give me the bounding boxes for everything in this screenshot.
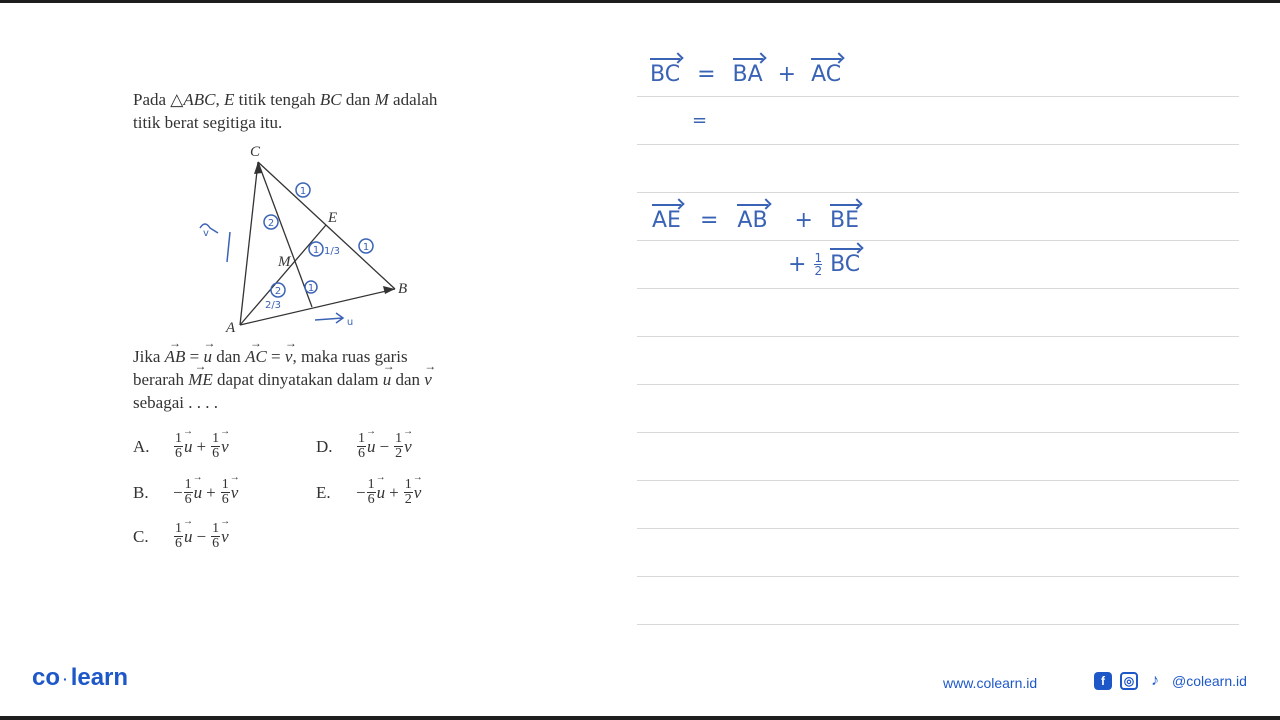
bottom-border bbox=[0, 716, 1280, 720]
handwriting-line-1: BC = BA + AC bbox=[650, 62, 842, 87]
website-link[interactable]: www.colearn.id bbox=[943, 675, 1038, 691]
svg-text:1: 1 bbox=[362, 242, 370, 253]
top-border bbox=[0, 0, 1280, 3]
facebook-icon[interactable]: f bbox=[1094, 672, 1112, 690]
question-body: Jika → AB = → u dan → AC = → v, maka ruas garis berarah → ME dapat dinyatakan dalam → u dan → v sebagai . . . . bbox=[133, 345, 513, 414]
ruled-line bbox=[637, 288, 1239, 289]
option-c[interactable]: C. $\frac{1}{6}$ → u − $\frac{1}{6}$ → v bbox=[133, 522, 229, 551]
handwriting-line-4: + $\frac{1}{2}$ BC bbox=[788, 251, 861, 278]
ruled-line bbox=[637, 96, 1239, 97]
instagram-icon[interactable]: ◎ bbox=[1120, 672, 1138, 690]
social-links bbox=[1094, 672, 1247, 690]
label-a: A bbox=[226, 320, 236, 336]
svg-text:2/3: 2/3 bbox=[264, 300, 282, 311]
ruled-line bbox=[637, 192, 1239, 193]
annot-u-arrow bbox=[315, 313, 343, 323]
ruled-line bbox=[637, 480, 1239, 481]
handwriting-line-3: AE = AB + BE bbox=[652, 208, 859, 233]
ruled-line bbox=[637, 576, 1239, 577]
social-handle[interactable]: @colearn.id bbox=[1172, 673, 1247, 689]
question-text: Pada △ABC, E titik tengah BC dan M adalah titik berat segitiga itu. bbox=[133, 90, 438, 132]
label-m: M bbox=[278, 254, 291, 270]
svg-text:2: 2 bbox=[274, 286, 282, 297]
ruled-line bbox=[637, 384, 1239, 385]
svg-text:2: 2 bbox=[267, 218, 275, 229]
ruled-line bbox=[637, 528, 1239, 529]
svg-text:1: 1 bbox=[307, 283, 315, 294]
svg-text:1: 1 bbox=[312, 245, 320, 256]
svg-text:u: u bbox=[346, 317, 354, 328]
option-d[interactable]: D. $\frac{1}{6}$ → u − $\frac{1}{2}$ → v bbox=[316, 432, 412, 461]
svg-text:1/3: 1/3 bbox=[323, 246, 341, 257]
ruled-line bbox=[637, 240, 1239, 241]
label-b: B bbox=[398, 281, 408, 297]
label-c: C bbox=[250, 144, 261, 160]
svg-text:v: v bbox=[203, 228, 209, 239]
median-ae bbox=[240, 225, 326, 325]
ruled-line bbox=[637, 624, 1239, 625]
svg-text:1: 1 bbox=[299, 186, 307, 197]
option-e[interactable]: E. − $\frac{1}{6}$ → u + $\frac{1}{2}$ → v bbox=[316, 478, 421, 507]
label-e: E bbox=[328, 210, 338, 226]
brand-logo: co · learn bbox=[32, 664, 129, 691]
option-b[interactable]: B. − $\frac{1}{6}$ → u + $\frac{1}{6}$ → v bbox=[133, 478, 238, 507]
ruled-line bbox=[637, 432, 1239, 433]
ruled-line bbox=[637, 336, 1239, 337]
tiktok-icon[interactable]: ♪ bbox=[1151, 672, 1159, 689]
ruled-line bbox=[637, 144, 1239, 145]
option-a[interactable]: A. $\frac{1}{6}$ → u + $\frac{1}{6}$ → v bbox=[133, 432, 229, 461]
handwriting-line-2: = bbox=[692, 110, 708, 131]
triangle-figure bbox=[190, 140, 420, 340]
side-ac bbox=[240, 162, 258, 325]
